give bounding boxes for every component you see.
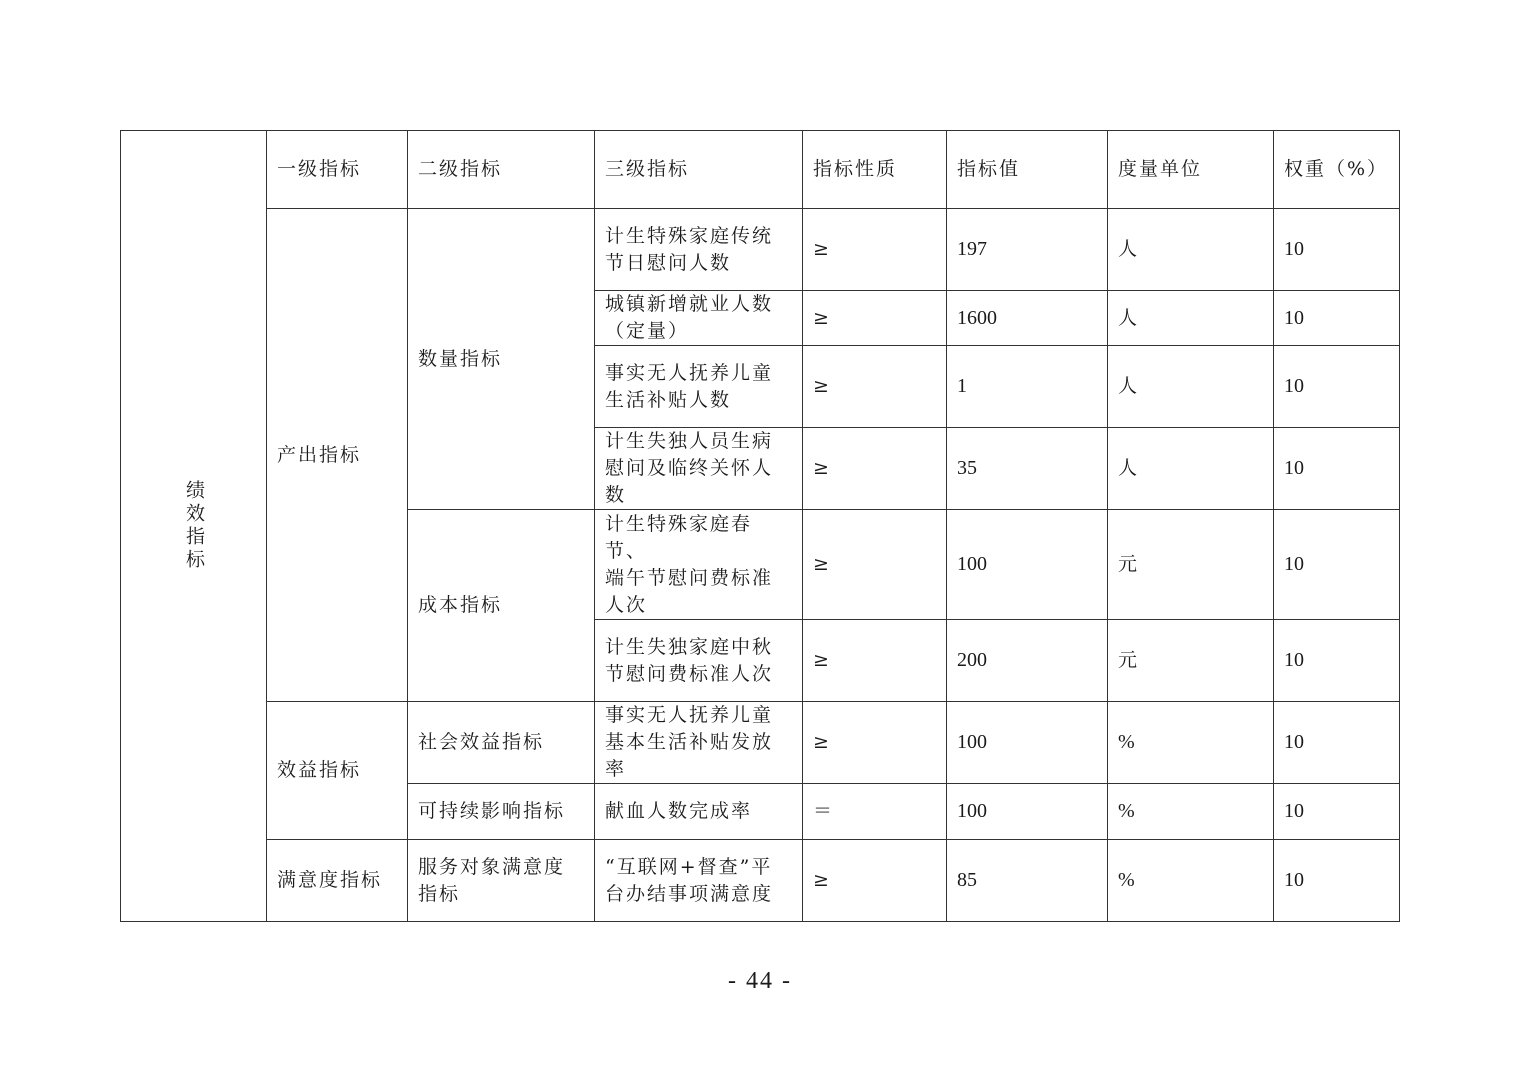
row9-weight: 10	[1274, 840, 1400, 922]
row4-weight: 10	[1274, 428, 1400, 510]
row2-unit: 人	[1108, 291, 1274, 346]
row7-level3: 事实无人抚养儿童 基本生活补贴发放 率	[595, 702, 803, 784]
performance-indicator-table	[120, 130, 1400, 922]
row5-weight: 10	[1274, 510, 1400, 620]
row2-nature: ≥	[803, 291, 947, 346]
row7-weight: 10	[1274, 702, 1400, 784]
row9-unit: %	[1108, 840, 1274, 922]
level2-social: 社会效益指标	[408, 702, 595, 784]
row2-weight: 10	[1274, 291, 1400, 346]
row3-value: 1	[947, 346, 1108, 428]
row1-unit: 人	[1108, 209, 1274, 291]
row5-nature: ≥	[803, 510, 947, 620]
row5-value: 100	[947, 510, 1108, 620]
row9-nature: ≥	[803, 840, 947, 922]
level2-quantity: 数量指标	[408, 209, 595, 510]
row6-nature: ≥	[803, 620, 947, 702]
row4-nature: ≥	[803, 428, 947, 510]
row7-unit: %	[1108, 702, 1274, 784]
row1-value: 197	[947, 209, 1108, 291]
row6-level3: 计生失独家庭中秋 节慰问费标准人次	[595, 620, 803, 702]
row8-value: 100	[947, 784, 1108, 840]
row7-nature: ≥	[803, 702, 947, 784]
side-label-cell: 绩效指标	[121, 131, 267, 922]
row8-level3: 献血人数完成率	[595, 784, 803, 840]
page-number: - 44 -	[728, 968, 792, 994]
header-level2: 二级指标	[408, 131, 595, 209]
level2-sustainable: 可持续影响指标	[408, 784, 595, 840]
header-nature: 指标性质	[803, 131, 947, 209]
row5-unit: 元	[1108, 510, 1274, 620]
row4-value: 35	[947, 428, 1108, 510]
level2-cost: 成本指标	[408, 510, 595, 702]
row3-weight: 10	[1274, 346, 1400, 428]
row1-level3: 计生特殊家庭传统 节日慰问人数	[595, 209, 803, 291]
level1-satisfaction: 满意度指标	[267, 840, 408, 922]
row3-unit: 人	[1108, 346, 1274, 428]
row9-level3: “互联网+督查”平 台办结事项满意度	[595, 840, 803, 922]
level1-output: 产出指标	[267, 209, 408, 702]
row1-weight: 10	[1274, 209, 1400, 291]
row9-value: 85	[947, 840, 1108, 922]
row7-value: 100	[947, 702, 1108, 784]
header-unit: 度量单位	[1108, 131, 1274, 209]
row5-level3: 计生特殊家庭春节、 端午节慰问费标准 人次	[595, 510, 803, 620]
row8-weight: 10	[1274, 784, 1400, 840]
header-weight: 权重（%）	[1274, 131, 1400, 209]
row2-value: 1600	[947, 291, 1108, 346]
row1-nature: ≥	[803, 209, 947, 291]
header-value: 指标值	[947, 131, 1108, 209]
row6-value: 200	[947, 620, 1108, 702]
row6-unit: 元	[1108, 620, 1274, 702]
level2-service: 服务对象满意度 指标	[408, 840, 595, 922]
row8-nature: ＝	[803, 784, 947, 840]
header-level1: 一级指标	[267, 131, 408, 209]
row6-weight: 10	[1274, 620, 1400, 702]
row4-unit: 人	[1108, 428, 1274, 510]
row4-level3: 计生失独人员生病 慰问及临终关怀人 数	[595, 428, 803, 510]
row3-nature: ≥	[803, 346, 947, 428]
row2-level3: 城镇新增就业人数 （定量）	[595, 291, 803, 346]
header-level3: 三级指标	[595, 131, 803, 209]
row3-level3: 事实无人抚养儿童 生活补贴人数	[595, 346, 803, 428]
row8-unit: %	[1108, 784, 1274, 840]
level1-benefit: 效益指标	[267, 702, 408, 840]
